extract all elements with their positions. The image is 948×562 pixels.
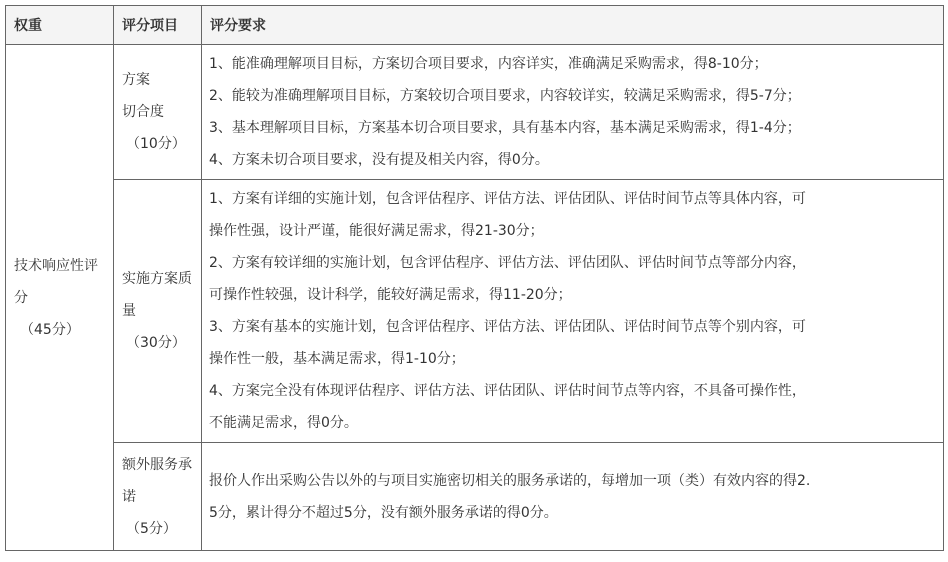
requirement-line: 操作性一般，基本满足需求，得1-10分；	[209, 351, 465, 367]
weight-line: 技术响应性评	[14, 257, 98, 274]
item-line: （30分）	[126, 335, 186, 351]
weight-line: 分	[14, 289, 28, 306]
table-row	[6, 45, 944, 180]
requirement-cell	[202, 443, 944, 551]
requirement-line: 1、能准确理解项目目标，方案切合项目要求，内容详实，准确满足采购需求，得8-10分；	[209, 56, 768, 72]
requirement-line: 2、能较为准确理解项目目标，方案较切合项目要求，内容较详实，较满足采购需求，得5-7分；	[209, 88, 801, 104]
header-weight: 权重	[6, 6, 114, 45]
weight-line: （45分）	[20, 321, 80, 338]
item-line: （5分）	[126, 520, 177, 537]
requirement-cell	[202, 180, 944, 443]
requirement-line: 2、方案有较详细的实施计划，包含评估程序、评估方法、评估团队、评估时间节点等部分内容，	[209, 255, 806, 271]
scoring-table	[5, 5, 944, 551]
requirement-line: 报价人作出采购公告以外的与项目实施密切相关的服务承诺的，每增加一项（类）有效内容的得2.	[209, 472, 811, 489]
item-cell	[114, 45, 202, 180]
requirement-line: 1、方案有详细的实施计划，包含评估程序、评估方法、评估团队、评估时间节点等具体内容，可	[209, 191, 806, 207]
item-line: 量	[122, 303, 136, 319]
requirement-line: 4、方案完全没有体现评估程序、评估方法、评估团队、评估时间节点等内容，不具备可操作性，	[209, 383, 806, 399]
item-cell	[114, 443, 202, 551]
item-line: （10分）	[126, 136, 186, 152]
requirement-line: 3、方案有基本的实施计划，包含评估程序、评估方法、评估团队、评估时间节点等个别内容，可	[209, 319, 806, 335]
requirement-line: 3、基本理解项目目标，方案基本切合项目要求，具有基本内容，基本满足采购需求，得1-4分；	[209, 120, 801, 136]
weight-cell	[6, 45, 114, 551]
requirement-line: 4、方案未切合项目要求，没有提及相关内容，得0分。	[209, 152, 549, 168]
table-row	[6, 443, 944, 551]
item-cell	[114, 180, 202, 443]
requirement-line: 操作性强，设计严谨，能很好满足需求，得21-30分；	[209, 223, 544, 239]
requirement-cell	[202, 45, 944, 180]
item-line: 实施方案质	[122, 271, 192, 287]
requirement-line: 5分，累计得分不超过5分，没有额外服务承诺的得0分。	[209, 504, 558, 521]
table-header-row	[6, 6, 944, 45]
item-line: 切合度	[122, 104, 164, 120]
item-line: 额外服务承	[122, 456, 192, 473]
item-line: 方案	[122, 72, 150, 88]
item-line: 诺	[122, 488, 136, 505]
requirement-line: 可操作性较强，设计科学，能较好满足需求，得11-20分；	[209, 287, 572, 303]
table-row	[6, 180, 944, 443]
header-requirement: 评分要求	[202, 6, 944, 45]
requirement-line: 不能满足需求，得0分。	[209, 415, 358, 431]
header-item: 评分项目	[114, 6, 202, 45]
